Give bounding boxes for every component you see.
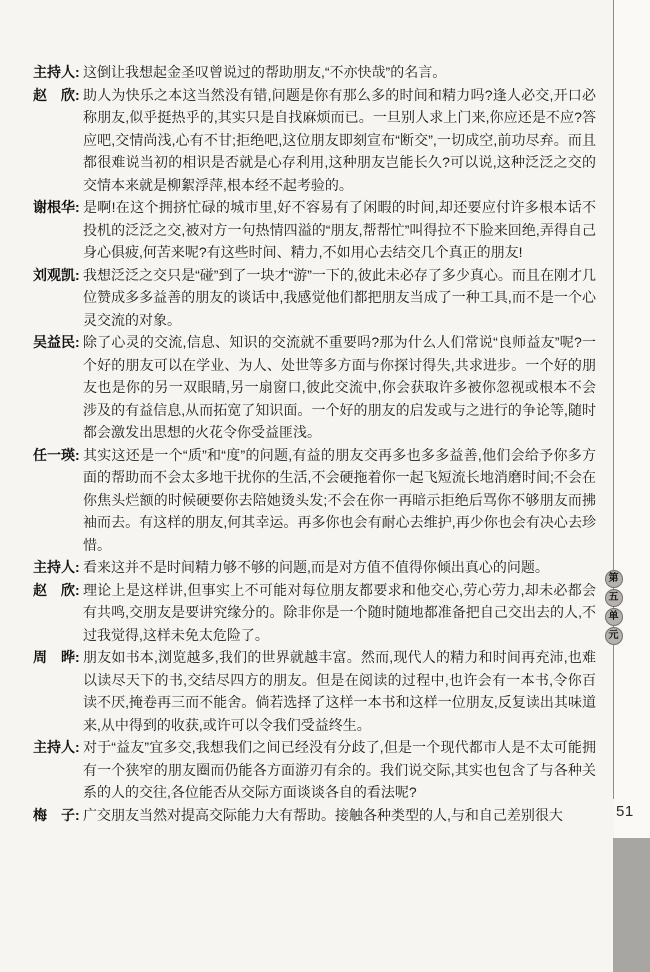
unit-tab-char: 元 (605, 627, 623, 645)
dialogue-entry (33, 61, 596, 84)
dialogue-entry (33, 264, 596, 332)
speech-text: 我想泛泛之交只是“碰”到了一块才“游”一下的,彼此未必存了多少真心。而且在刚才几位赞成多多益善的朋友的谈话中,我感觉他们都把朋友当成了一种工具,而不是一个心灵交流的对象。 (83, 266, 596, 328)
speech-text: 朋友如书本,浏览越多,我们的世界就越丰富。然而,现代人的精力和时间再充沛,也难以读尽天下的书,交结尽四方的朋友。但是在阅读的过程中,也许会有一本书,令你百读不厌,掩卷再三而不能舍。倘若选择了这样一本书和这样一位朋友,反复读出其味道来,从中得到的收获,或许可以令我们受益终生。 (83, 649, 596, 733)
speaker-label: 赵 欣: (33, 86, 80, 103)
speech-text: 理论上是这样讲,但事实上不可能对每位朋友都要求和他交心,劳心劳力,却未必都会有共鸣,交朋友是要讲究缘分的。除非你是一个随时随地都准备把自己交出去的人,不过我觉得,这样未免太危险了。 (83, 581, 596, 643)
speaker-label: 任一瑛: (33, 446, 80, 463)
dialogue-entry (33, 556, 596, 579)
dialogue-entry (33, 736, 596, 804)
unit-tab-char: 单 (605, 608, 623, 626)
speech-text: 除了心灵的交流,信息、知识的交流就不重要吗?那为什么人们常说“良师益友”呢?一个好的朋友可以在学业、为人、处世等多方面与你探讨得失,共求进步。一个好的朋友也是你的另一双眼睛,另一扇窗口,彼此交流中,你会获取许多被你忽视或根本不会涉及的有益信息,从而拓宽了知识面。一个好的朋友的启发或与之进行的争论等,随时都会激发出思想的火花令你受益匪浅。 (83, 334, 596, 440)
page-margin (614, 0, 650, 972)
speaker-label: 赵 欣: (33, 581, 80, 598)
speaker-label: 吴益民: (33, 334, 80, 350)
dialogue-entry (33, 331, 596, 444)
speaker-label: 主持人: (33, 559, 80, 575)
speech-text: 助人为快乐之本这当然没有错,问题是你有那么多的时间和精力吗?逢人必交,开口必称朋友,似乎挺热乎的,其实只是自找麻烦而已。一旦别人求上门来,你应还是不应?答应吧,交情尚浅,心有不甘;拒绝吧,这位朋友即刻宣布“断交”,一切成空,前功尽弃。而且都很难说当初的相识是否就是心存利用,这种朋友岂能长久?可以说,这种泛泛之交的交情本来就是柳絮浮萍,根本经不起考验的。 (83, 86, 596, 193)
page-number: 51 (616, 803, 634, 820)
speaker-label: 梅 子: (33, 806, 80, 823)
speaker-label: 周 晔: (33, 649, 80, 665)
unit-tab-char: 五 (605, 589, 623, 607)
speech-text: 其实这还是一个“质”和“度”的问题,有益的朋友交再多也多多益善,他们会给予你多方面的帮助而不会太多地干扰你的生活,不会硬拖着你一起飞短流长地消磨时间;不会在你焦头烂额的时候硬要你去陪她烫头发;不会在你一再暗示拒绝后骂你不够朋友而拂袖而去。有这样的朋友,何其幸运。再多你也会有耐心去维护,再少你也会有决心去珍惜。 (83, 446, 596, 553)
speech-text: 是啊!在这个拥挤忙碌的城市里,好不容易有了闲暇的时间,却还要应付许多根本话不投机的泛泛之交,被对方一句热情四溢的“朋友,帮帮忙”叫得拉不下脸来回绝,弄得自己身心俱疲,何苦来呢?有这些时间、精力,不如用心去结交几个真正的朋友! (83, 199, 596, 260)
speaker-label: 谢根华: (33, 199, 80, 215)
speaker-label: 主持人: (33, 64, 80, 80)
dialogue-entry (33, 444, 596, 557)
dialogue-list (33, 61, 596, 826)
dialogue-entry (33, 646, 596, 736)
dialogue-entry (33, 804, 596, 827)
dialogue-entry (33, 84, 596, 197)
margin-rule (613, 0, 614, 799)
unit-tab-char: 第 (605, 570, 623, 588)
thumb-index-block (613, 838, 650, 972)
speech-text: 广交朋友当然对提高交际能力大有帮助。接触各种类型的人,与和自己差别很大 (83, 806, 563, 823)
speech-text: 这倒让我想起金圣叹曾说过的帮助朋友,“不亦快哉”的名言。 (83, 64, 447, 80)
unit5-tab (604, 570, 623, 645)
dialogue-entry (33, 579, 596, 647)
speech-text: 看来这并不是时间精力够不够的问题,而是对方值不值得你倾出真心的问题。 (83, 559, 549, 575)
speaker-label: 主持人: (33, 739, 80, 755)
speech-text: 对于“益友”宜多交,我想我们之间已经没有分歧了,但是一个现代都市人是不太可能拥有一个狭窄的朋友圈而仍能各方面游刃有余的。我们说交际,其实也包含了与各种关系的人的交往,各位能否从交际方面谈谈各自的看法呢? (83, 739, 596, 800)
dialogue-entry (33, 196, 596, 264)
speaker-label: 刘观凯: (33, 266, 80, 283)
